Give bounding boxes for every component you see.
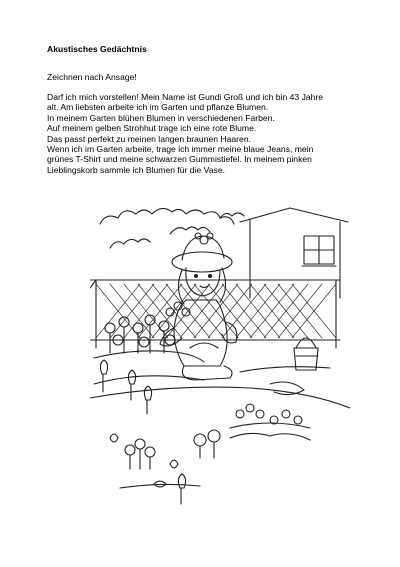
story-line: alt. Am liebsten arbeite ich im Garten und pflanze Blumen. [47, 102, 269, 113]
worksheet-title: Akustisches Gedächtnis [47, 44, 147, 54]
fence-outline [90, 280, 340, 348]
house-outline [240, 208, 348, 298]
basket [294, 338, 318, 370]
story-line: In meinem Garten blühen Blumen in verschiedenen Farben. [47, 112, 275, 123]
flower-bed [94, 315, 204, 384]
story-line: Auf meinem gelben Strohhut trage ich eine rote Blume. [47, 123, 257, 134]
coloring-illustration [90, 188, 350, 530]
clouds-outline [100, 208, 244, 248]
story-line: grünes T-Shirt und meine schwarzen Gummistiefel. In meinem pinken [47, 154, 312, 165]
tulips [100, 360, 151, 414]
story-line: Darf ich mich vorstellen! Mein Name ist Gundi Groß und ich bin 43 Jahre [47, 92, 324, 102]
worksheet-instruction: Zeichnen nach Ansage! [47, 72, 137, 82]
story-line: Lieblingskorb sammle ich Blumen für die Vase. [47, 164, 226, 175]
ground-flowers [110, 404, 310, 504]
story-line: Wenn ich im Garten arbeite, trage ich immer meine blaue Jeans, mein [47, 144, 314, 155]
story-paragraph [47, 92, 367, 175]
story-line: Das passt perfekt zu meinen langen braunen Haaren. [47, 133, 251, 144]
